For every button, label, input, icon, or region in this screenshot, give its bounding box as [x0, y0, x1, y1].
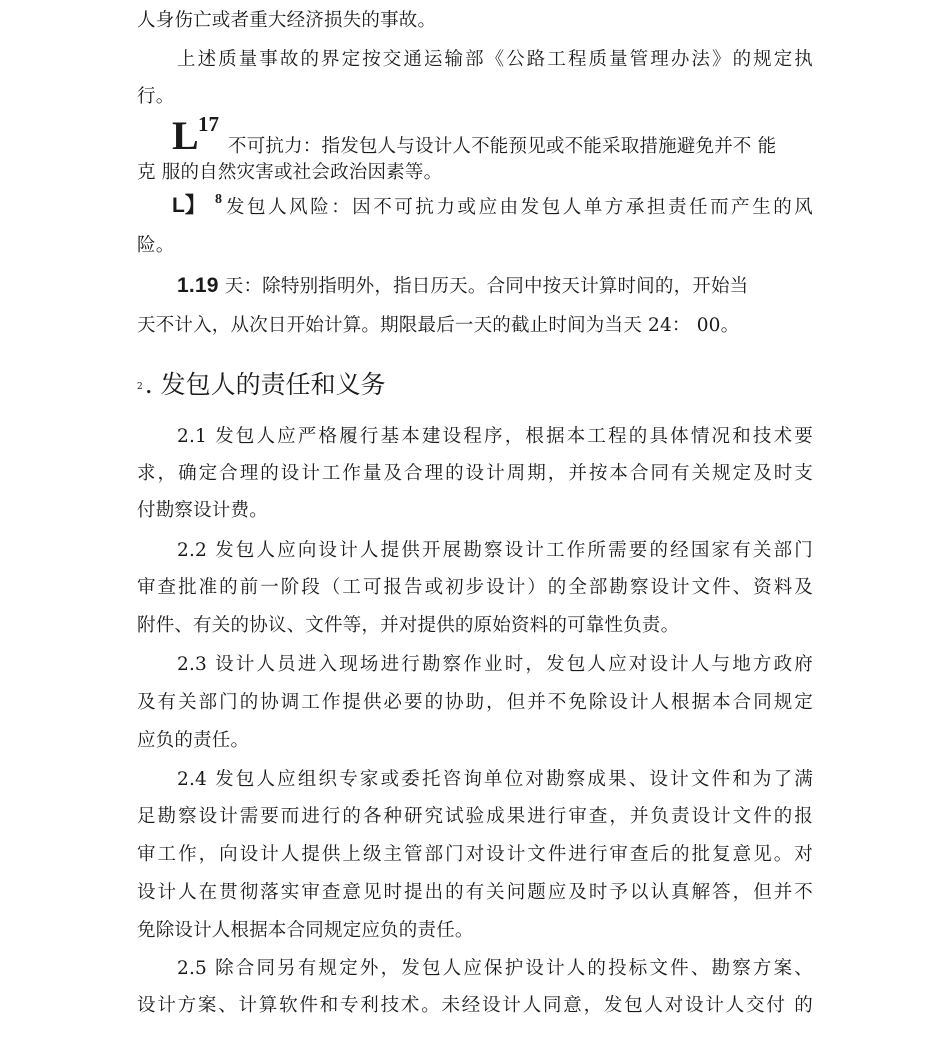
text-line: 行。 [137, 86, 175, 107]
text-line: 险。 [137, 235, 175, 256]
paragraph-line: 应负的责任。 [137, 730, 250, 751]
paragraph-line: 设计方案、计算软件和专利技术。未经设计人同意，发包人对设计人交付 的 [137, 995, 813, 1016]
section-number: 17 [198, 112, 219, 136]
paragraph-line: 设计人在贯彻落实审查意见时提出的有关问题应及时予以认真解答，但并不 [137, 882, 813, 903]
paragraph-line: 2.1 发包人应严格履行基本建设程序，根据本工程的具体情况和技术要 [177, 426, 813, 447]
paragraph-line: 免除设计人根据本合同规定应负的责任。 [137, 920, 474, 941]
section-number: 8 [215, 192, 222, 207]
paragraph-line: 审工作，向设计人提供上级主管部门对设计文件进行审查后的批复意见。对 [137, 844, 813, 865]
section-number: 1.19 [177, 274, 219, 297]
heading-number: 2 [137, 381, 143, 392]
paragraph-line: 2.2 发包人应向设计人提供开展勘察设计工作所需要的经国家有关部门 [177, 540, 813, 561]
section-heading [137, 369, 386, 403]
paragraph-line: 付勘察设计费。 [137, 500, 268, 521]
definition-text: 发包人风险：因不可抗力或应由发包人单方承担责任而产生的风 [226, 197, 813, 218]
heading-text: . 发包人的责任和义务 [144, 370, 386, 399]
paragraph-line: 审查批准的前一阶段（工可报告或初步设计）的全部勘察设计文件、资料及 [137, 577, 813, 598]
text-line: 克 服的自然灾害或社会政治因素等。 [137, 162, 443, 183]
text-line: 上述质量事故的界定按交通运输部《公路工程质量管理办法》的规定执 [177, 49, 813, 70]
text-line: 人身伤亡或者重大经济损失的事故。 [137, 10, 437, 31]
paragraph-line: 及有关部门的协调工作提供必要的协助，但并不免除设计人根据本合同规定 [137, 692, 813, 713]
paragraph-line: 足勘察设计需要而进行的各种研究试验成果进行审查，并负责设计文件的报 [137, 806, 813, 827]
definition-text: 天：除特别指明外，指日历天。合同中按天计算时间的，开始当 [218, 276, 749, 297]
section-marker: L [172, 113, 199, 158]
text-line: 天不计入，从次日开始计算。期限最后一天的截止时间为当天 24： 00。 [137, 315, 740, 336]
paragraph-line: 2.5 除合同另有规定外，发包人应保护设计人的投标文件、勘察方案、 [177, 958, 813, 979]
definition-text: 不可抗力：指发包人与设计人不能预见或不能采取措施避免并不 能 [228, 136, 777, 157]
paragraph-line: 附件、有关的协议、文件等，并对提供的原始资料的可靠性负责。 [137, 615, 680, 636]
paragraph-line: 2.4 发包人应组织专家或委托咨询单位对勘察成果、设计文件和为了满 [177, 769, 813, 790]
paragraph-line: 求，确定合理的设计工作量及合理的设计周期，并按本合同有关规定及时支 [137, 463, 813, 484]
paragraph-line: 2.3 设计人员进入现场进行勘察作业时，发包人应对设计人与地方政府 [177, 654, 813, 675]
section-marker: L】 [172, 194, 206, 217]
definition-line [177, 274, 813, 299]
